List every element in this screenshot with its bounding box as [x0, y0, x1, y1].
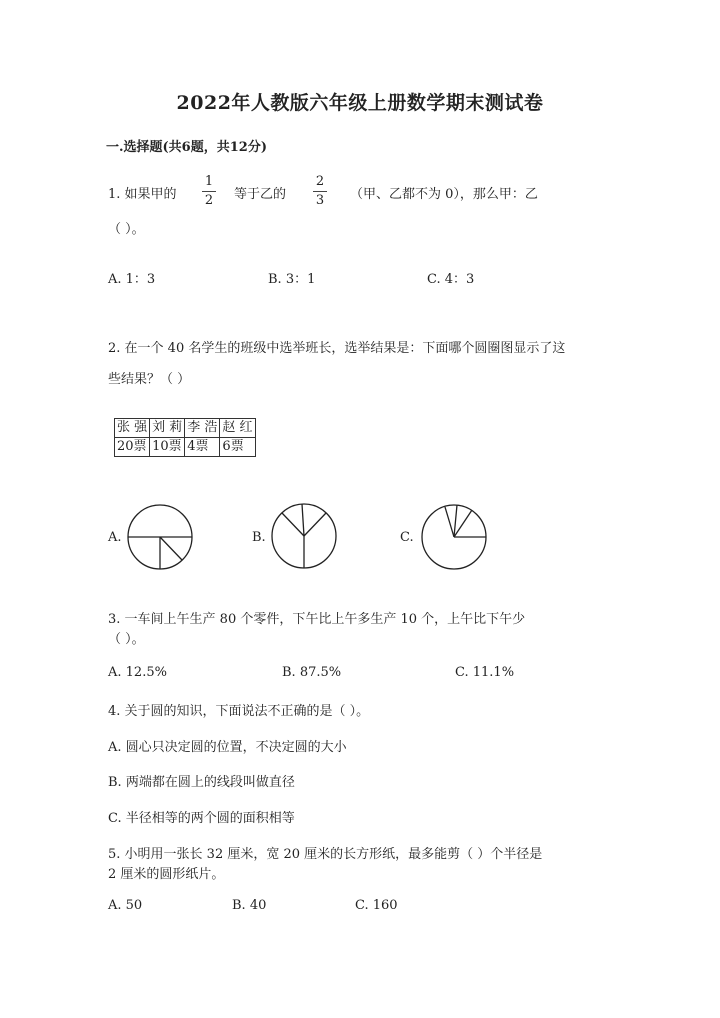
- q1-fraction-2-denominator: 3: [315, 193, 325, 208]
- q1-suffix: （甲、乙都不为 0），那么甲：乙: [350, 187, 538, 202]
- table-cell: 6票: [220, 438, 255, 457]
- q2-chart-label-b: B.: [252, 530, 266, 545]
- q1-fraction-1-numerator: 1: [204, 174, 214, 189]
- q5-line-1: 5. 小明用一张长 32 厘米，宽 20 厘米的长方形纸，最多能剪（ ）个半径是: [108, 847, 543, 862]
- q2-chart-label-c: C.: [400, 530, 414, 545]
- table-cell: 20票: [115, 438, 150, 457]
- q2-line-2: 些结果？（ ）: [108, 372, 191, 387]
- q5-option-c: C. 160: [355, 898, 398, 913]
- pie-b-radius-upper-left: [282, 513, 304, 536]
- q2-line-1: 2. 在一个 40 名学生的班级中选举班长，选举结果是：下面哪个圆圈图显示了这: [108, 341, 566, 356]
- q1-option-a: A. 1：3: [108, 272, 156, 287]
- pie-chart-b: [270, 501, 338, 571]
- q5-option-b: B. 40: [232, 898, 267, 913]
- q4-option-a: A. 圆心只决定圆的位置，不决定圆的大小: [108, 740, 347, 755]
- q3-line-2: （ ）。: [108, 632, 145, 647]
- q4-option-c: C. 半径相等的两个圆的面积相等: [108, 811, 295, 826]
- q1-blank: （ ）。: [108, 222, 145, 237]
- q1-fraction-1: [199, 174, 219, 209]
- q1-fraction-1-denominator: 2: [204, 193, 214, 208]
- table-cell: 赵 红: [220, 419, 255, 438]
- pie-c-radius-upper-left: [445, 507, 454, 537]
- table-cell: 刘 莉: [150, 419, 185, 438]
- pie-chart-a: [127, 502, 195, 572]
- q1-fraction-2: [310, 174, 330, 209]
- q2-chart-label-a: A.: [108, 530, 122, 545]
- table-row: [115, 419, 256, 438]
- q4-line-1: 4. 关于圆的知识，下面说法不正确的是（ ）。: [108, 704, 370, 719]
- table-cell: 4票: [185, 438, 220, 457]
- q3-option-b: B. 87.5%: [282, 665, 342, 680]
- section-heading: 一.选择题(共6题，共12分): [106, 140, 267, 155]
- pie-b-radius-up: [302, 504, 304, 536]
- fraction-bar: [202, 191, 216, 192]
- table-cell: 李 浩: [185, 419, 220, 438]
- q1-option-b: B. 3：1: [268, 272, 316, 287]
- table-cell: 张 强: [115, 419, 150, 438]
- pie-a-radius-diagonal: [160, 537, 182, 560]
- table-row: [115, 438, 256, 457]
- q4-option-b: B. 两端都在圆上的线段叫做直径: [108, 775, 295, 790]
- page-title: 2022年人教版六年级上册数学期末测试卷: [176, 92, 544, 114]
- q1-option-c: C. 4：3: [427, 272, 475, 287]
- q3-option-c: C. 11.1%: [455, 665, 515, 680]
- pie-chart-c: [420, 502, 488, 572]
- table-cell: 10票: [150, 438, 185, 457]
- q3-option-a: A. 12.5%: [108, 665, 167, 680]
- vote-table: [114, 418, 256, 457]
- q5-line-2: 2 厘米的圆形纸片。: [108, 867, 225, 882]
- q5-option-a: A. 50: [108, 898, 143, 913]
- q1-fraction-2-numerator: 2: [315, 174, 325, 189]
- q1-prefix: 1. 如果甲的: [108, 187, 177, 202]
- q1-middle: 等于乙的: [234, 187, 287, 202]
- q3-line-1: 3. 一车间上午生产 80 个零件，下午比上午多生产 10 个，上午比下午少: [108, 612, 526, 627]
- pie-b-radius-upper-right: [304, 513, 326, 536]
- fraction-bar: [313, 191, 327, 192]
